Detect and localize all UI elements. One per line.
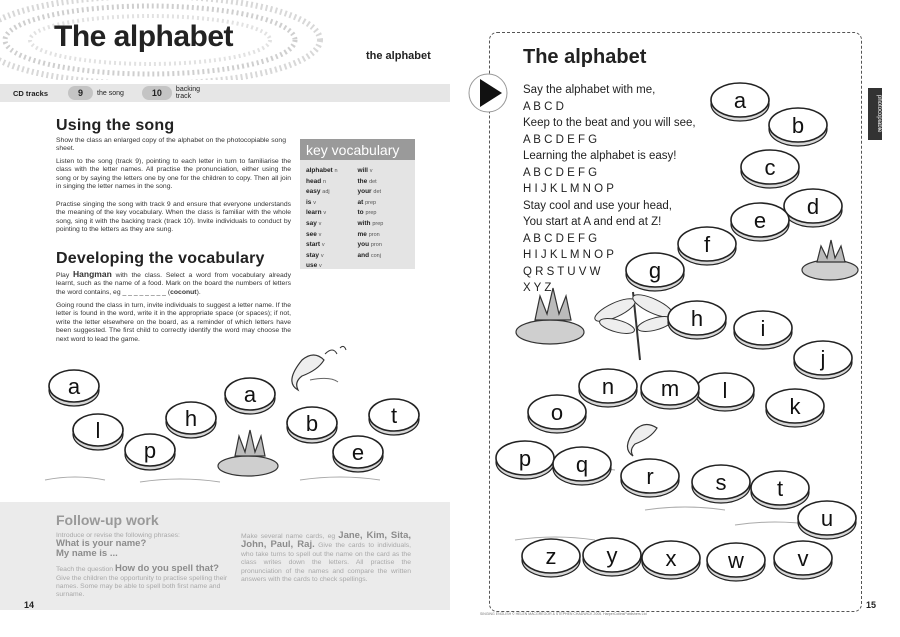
teach-instructions: Give the children the opportunity to practise spelling their names. Some may be able to spell both first name and surname. [56,574,228,599]
vocab-column-2 [358,166,410,272]
developing-para-1 [56,270,291,297]
cd-tracks-label: CD tracks [13,88,49,98]
stone-letter: i [760,316,766,341]
song-line: Q R S T U V W [523,265,601,278]
letter-stone-t [369,399,419,435]
stone-letter: d [806,194,820,219]
vocab-item: me pron [357,230,380,238]
example-names-1: Jane, Kim, Sita, [338,530,411,541]
left-stepping-stones [40,340,440,490]
letter-stone-h [166,402,216,438]
stone-letter: a [67,374,81,399]
stone-letter: r [646,464,654,489]
page-number-left: 14 [24,600,35,610]
letter-stone-a [711,83,769,121]
hangman-intro: Play [56,272,70,279]
letter-stone-p [496,441,554,479]
follow-up-question-2: My name is ... [56,547,118,559]
stone-letter: s [715,470,727,495]
stone-letter: l [95,418,101,443]
stone-letter: j [820,346,826,371]
vocab-item: and conj [357,251,381,259]
stone-letter: q [575,452,589,477]
stone-letter: b [305,411,319,436]
letter-stone-p [125,434,175,470]
page-title: The alphabet [54,20,234,53]
stone-letter: t [390,403,398,428]
stone-letter: o [550,400,564,425]
vocab-item: with prep [357,219,384,227]
stone-letter: v [797,546,809,571]
cd-tracks-bar [0,84,450,102]
letter-stone-o [528,395,586,433]
letter-stone-b [287,407,337,443]
vocab-item: use v [306,262,322,270]
song-line: H I J K L M N O P [523,183,614,195]
stone-letter: x [665,546,677,571]
example-names-2: John, Paul, Raj. [241,539,315,551]
using-song-para-1: Show the class an enlarged copy of the alphabet on the photocopiable song sheet. [56,137,286,153]
stone-letter: t [776,476,784,501]
letter-stone-i [734,311,792,349]
letter-stone-k [766,389,824,427]
letter-stone-r [621,459,679,497]
teach-intro: Teach the question [56,566,114,574]
stone-letter: f [703,232,711,257]
stone-letter: y [606,543,618,568]
song-line: You start at A and end at Z! [523,216,662,228]
letter-stone-l [73,414,123,450]
developing-vocabulary-heading: Developing the vocabulary [56,250,265,267]
letter-stone-x [642,541,700,579]
letter-stone-d [784,189,842,227]
vocab-item: easy adj [306,188,330,196]
hangman-game-name: Hangman [73,269,112,279]
key-vocabulary-heading: key vocabulary [300,139,415,160]
track-number-10: 10 [142,86,172,100]
vocab-item: alphabet n [306,167,338,174]
vocab-item: stay v [306,251,324,259]
stone-letter: h [184,406,198,431]
vocab-item: you pron [357,241,382,249]
letter-stone-j [794,341,852,379]
letter-stone-q [553,447,611,485]
letter-stone-m [641,371,699,409]
developing-para-2: Going round the class in turn, invite individuals to suggest a letter name. If the letter is found in the word, write it in the appropriate space (or spaces); if not, write the letter elsewhere on the board, as a reminder of which letters have been suggested. The first child to correctly identify the word may choose the next word to lead the game. [56,302,291,343]
vocab-item: to prep [357,209,377,217]
stone-letter: k [789,394,801,419]
vocab-item: will v [357,167,373,174]
using-song-para-3: Practise singing the song with track 9 and ensure that everyone understands the meaning of the key vocabulary. When the class is familiar with the whole song, sing it with the backing track (track 10). Invite individuals to conduct by pointing to the letters as they are sung. [56,201,291,234]
stone-letter: p [143,438,157,463]
copyright-credit: SINGING ENGLISH © HELEN MACGREGOR & STEPHEN CHADWICK 2005. HarperCollinsPublishers Ltd [480,612,647,616]
stone-letter: z [545,544,557,569]
song-line: X Y Z [523,282,552,294]
stone-letter: e [753,208,767,233]
vocab-item: is v [306,198,316,206]
page-number-right: 15 [866,600,877,610]
stone-letter: m [660,376,680,401]
follow-up-column-2 [241,532,411,584]
hangman-example-word: coconut [170,288,197,296]
letter-stone-y [583,538,641,576]
vocab-item: head n [306,177,327,185]
track-label-backing: backing track [175,86,201,100]
letter-stone-g [626,253,684,291]
using-song-para-2: Listen to the song (track 9), pointing to each letter in turn to familiarise the class with the letter names. All practise the pronunciation, either using the song or by saying the letters one by one for the children to copy. Then all join in singing the letter names in the song. [56,158,291,191]
vocab-item: say v [306,219,322,227]
stone-letter: p [518,446,532,471]
letter-stone-e [731,203,789,241]
stone-letter: a [243,382,257,407]
vocab-column-1 [306,166,358,272]
letter-stone-t [751,471,809,509]
letter-stone-l [696,373,754,411]
right-stepping-stones [495,70,865,610]
letter-stone-f [678,227,736,265]
letter-stone-a [49,370,99,406]
stone-letter: c [764,155,776,180]
song-line: Say the alphabet with me, [523,84,656,96]
follow-up-intro: Introduce or revise the following phrases: [56,532,180,539]
letter-stone-v [774,541,832,579]
letter-stone-n [579,369,637,407]
song-sheet-title: The alphabet [523,46,647,68]
hangman-instructions: with the class. Select a word from vocabulary already learnt, such as the name of a food. Mark on the board the numbers of letters the word contains, eg _ _ _ _ _ _ _ _ ( [56,272,291,296]
section-subtitle: the alphabet [366,50,431,62]
letter-stone-z [522,539,580,577]
track-number-9: 9 [68,86,93,100]
letter-stone-e [333,436,383,472]
vocab-item: at prep [357,198,377,206]
photocopiable-tab: photocopiable [868,88,882,140]
name-cards-instructions: Give the cards to individuals, who take turns to spell out the name on the card as the class writes down the letters. All practise the pronunciation of the names and compare the written answers with the cards to check spellings. [241,542,411,584]
stone-letter: l [722,378,728,403]
letter-stone-w [707,543,765,581]
stone-letter: w [728,548,744,573]
vocab-item: learn v [306,209,327,217]
song-line: Keep to the beat and you will see, [523,117,696,129]
letter-stone-s [692,465,750,503]
song-line: A B C D E F G [523,133,598,146]
stone-letter: g [648,258,662,283]
stone-letter: u [820,506,834,531]
letter-stone-c [741,150,799,188]
teach-question: How do you spell that? [114,563,219,575]
follow-up-panel [0,502,450,610]
letter-stone-h [668,301,726,339]
hangman-close: ). [196,288,201,296]
key-vocabulary-box [300,139,415,269]
song-line: A B C D E F G [523,166,598,179]
stone-letter: e [351,440,365,465]
song-line: Learning the alphabet is easy! [523,150,677,162]
follow-up-question-1: What is your name? [56,538,147,550]
stone-letter: a [733,88,747,113]
song-line: A B C D E F G [523,232,598,245]
vocab-item: start v [306,241,325,249]
follow-up-heading: Follow-up work [56,512,159,528]
letter-stone-b [769,108,827,146]
name-cards-intro: Make several name cards, eg [241,533,336,540]
stone-letter: b [791,113,805,138]
song-line: Stay cool and use your head, [523,199,672,212]
letter-stone-a [225,378,275,414]
vocab-item: your det [357,188,382,196]
follow-up-column-1 [56,532,231,600]
vocab-item: see v [306,230,322,238]
track-label-song: the song [97,89,124,97]
stone-letter: h [690,306,704,331]
stone-letter: n [601,374,615,399]
letter-stone-u [798,501,856,539]
using-the-song-heading: Using the song [56,117,175,134]
song-line: H I J K L M N O P [523,249,614,261]
vocab-item: the det [357,177,377,185]
song-line: A B C D [523,100,564,113]
